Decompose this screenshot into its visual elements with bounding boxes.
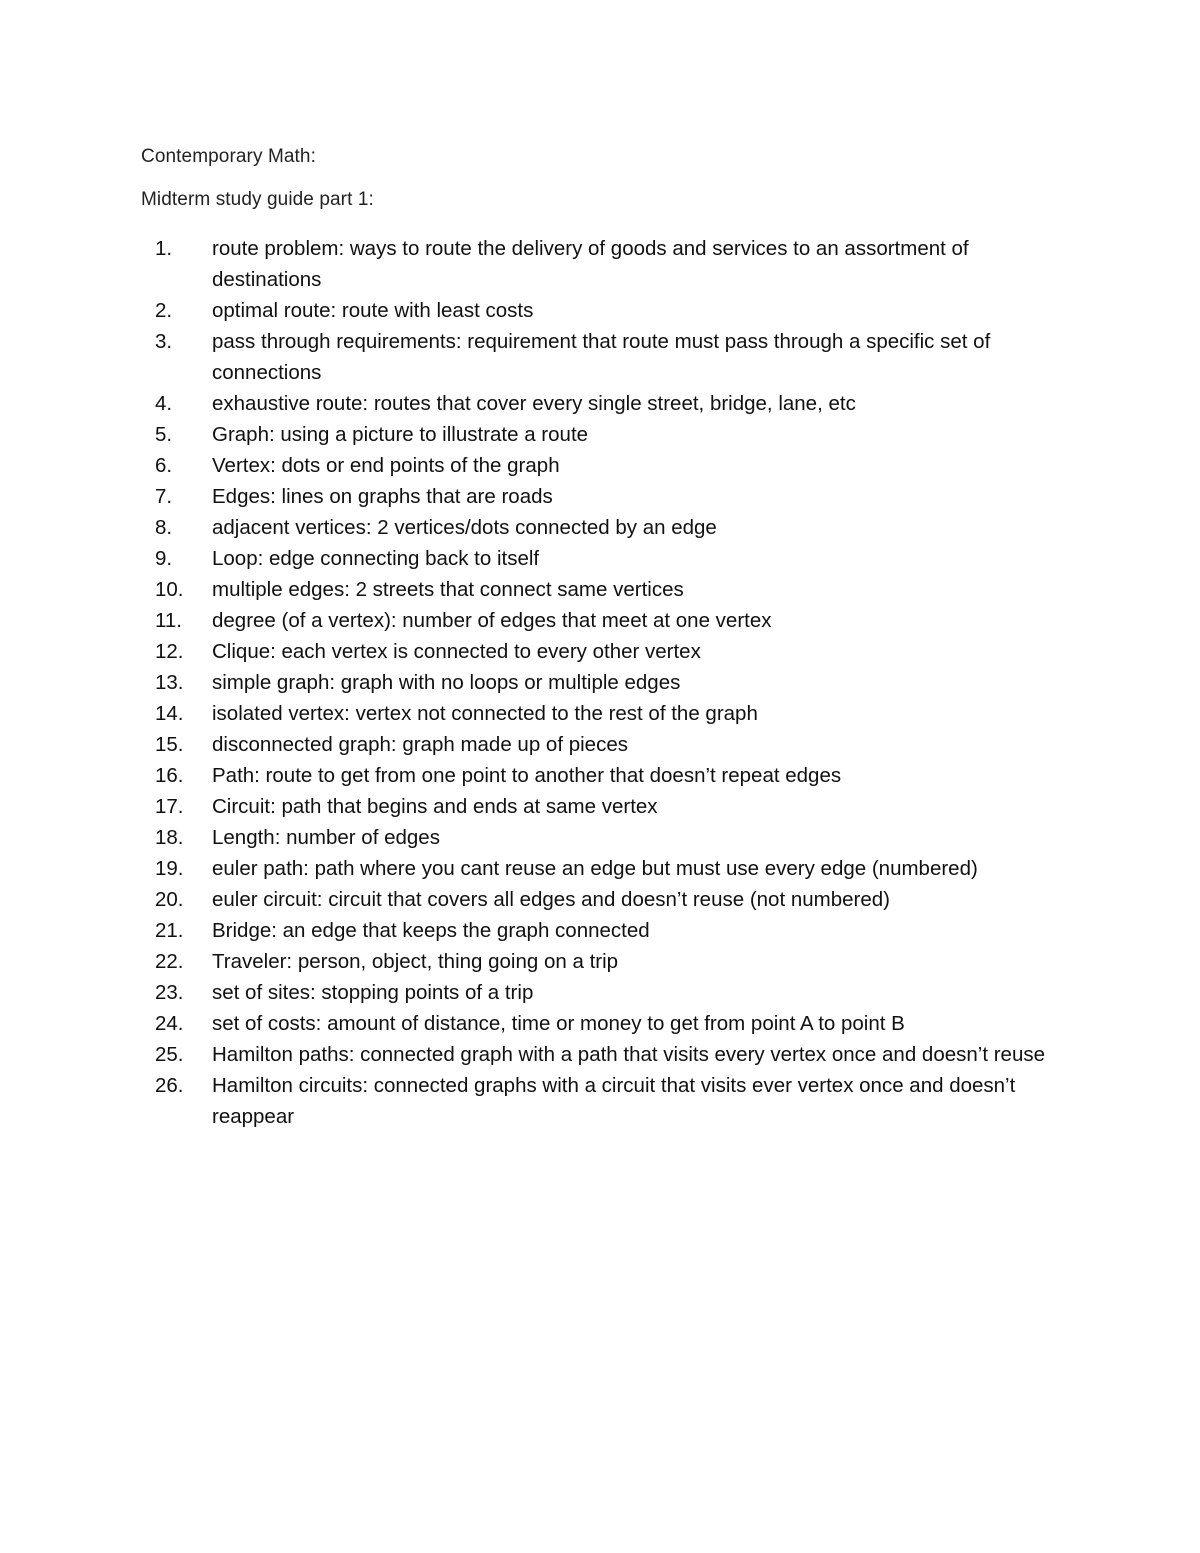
list-item [141, 791, 1051, 822]
list-item-text: multiple edges: 2 streets that connect same vertices [212, 578, 684, 601]
list-item [141, 853, 1051, 884]
list-item [141, 388, 1051, 419]
list-item-text: simple graph: graph with no loops or multiple edges [212, 671, 681, 694]
list-item-number-cell [141, 1039, 212, 1070]
list-item [141, 698, 1051, 729]
list-item-number: 5. [155, 423, 173, 446]
list-item [141, 636, 1051, 667]
list-item-text: Vertex: dots or end points of the graph [212, 454, 560, 477]
list-item-text: Clique: each vertex is connected to every other vertex [212, 640, 701, 663]
list-item-text: Bridge: an edge that keeps the graph connected [212, 919, 650, 942]
list-item-number: 12. [155, 640, 184, 663]
list-item-text: exhaustive route: routes that cover every single street, bridge, lane, etc [212, 392, 856, 415]
list-item-number: 15. [155, 733, 184, 756]
list-item-number-cell [141, 946, 212, 977]
list-item-number-cell [141, 419, 212, 450]
list-item-number: 3. [155, 330, 173, 353]
list-item-text: Hamilton circuits: connected graphs with a circuit that visits ever vertex once and doesn’t reappear [212, 1074, 1016, 1128]
list-item [141, 326, 1051, 388]
list-item-text: set of costs: amount of distance, time or money to get from point A to point B [212, 1012, 905, 1035]
list-item-number-cell [141, 884, 212, 915]
list-item-text: Edges: lines on graphs that are roads [212, 485, 553, 508]
list-item-number: 14. [155, 702, 184, 725]
list-item-number: 13. [155, 671, 184, 694]
list-item-text: degree (of a vertex): number of edges that meet at one vertex [212, 609, 772, 632]
list-item-text: Graph: using a picture to illustrate a route [212, 423, 589, 446]
list-item-number-cell [141, 1008, 212, 1039]
list-item-number: 22. [155, 950, 184, 973]
list-item-number-cell [141, 977, 212, 1008]
list-item [141, 543, 1051, 574]
list-item-number-cell [141, 605, 212, 636]
list-item [141, 1039, 1051, 1070]
list-item-number: 25. [155, 1043, 184, 1066]
list-item-number: 1. [155, 237, 173, 260]
list-item-number: 17. [155, 795, 184, 818]
list-item-number: 4. [155, 392, 173, 415]
list-item [141, 729, 1051, 760]
list-item [141, 233, 1051, 295]
list-item [141, 946, 1051, 977]
list-item-text: euler path: path where you cant reuse an edge but must use every edge (numbered) [212, 857, 978, 880]
list-item-number: 20. [155, 888, 184, 911]
list-item [141, 574, 1051, 605]
list-item-number-cell [141, 450, 212, 481]
list-item-number-cell [141, 326, 212, 388]
list-item-text: optimal route: route with least costs [212, 299, 534, 322]
definition-list [141, 233, 1051, 1132]
list-item-number-cell [141, 543, 212, 574]
list-item-number: 18. [155, 826, 184, 849]
list-item-text: set of sites: stopping points of a trip [212, 981, 534, 1004]
list-item-number: 10. [155, 578, 184, 601]
list-item-number: 6. [155, 454, 173, 477]
list-item-number: 11. [155, 609, 182, 632]
list-item-number-cell [141, 481, 212, 512]
list-item-text: adjacent vertices: 2 vertices/dots connected by an edge [212, 516, 717, 539]
list-item [141, 450, 1051, 481]
list-item-number-cell [141, 698, 212, 729]
list-item-text: Traveler: person, object, thing going on a trip [212, 950, 619, 973]
list-item-number-cell [141, 791, 212, 822]
list-item [141, 512, 1051, 543]
list-item-text: Loop: edge connecting back to itself [212, 547, 540, 570]
list-item [141, 667, 1051, 698]
list-item-number-cell [141, 636, 212, 667]
list-item-number-cell [141, 760, 212, 791]
list-item-number: 2. [155, 299, 173, 322]
list-item [141, 1008, 1051, 1039]
list-item [141, 1070, 1051, 1132]
list-item-number: 9. [155, 547, 173, 570]
list-item-text: isolated vertex: vertex not connected to the rest of the graph [212, 702, 758, 725]
list-item-number: 21. [155, 919, 184, 942]
list-item-text: Length: number of edges [212, 826, 440, 849]
list-item-number-cell [141, 388, 212, 419]
list-item [141, 481, 1051, 512]
list-item-number: 16. [155, 764, 184, 787]
list-item-text: disconnected graph: graph made up of pieces [212, 733, 628, 756]
list-item [141, 915, 1051, 946]
list-item [141, 884, 1051, 915]
list-item [141, 977, 1051, 1008]
list-item-text: pass through requirements: requirement that route must pass through a specific set of connections [212, 330, 991, 384]
list-item-text: euler circuit: circuit that covers all edges and doesn’t reuse (not numbered) [212, 888, 890, 911]
list-item-text: Path: route to get from one point to another that doesn’t repeat edges [212, 764, 842, 787]
list-item-number: 19. [155, 857, 184, 880]
list-item-number-cell [141, 512, 212, 543]
list-item-number: 8. [155, 516, 173, 539]
list-item [141, 760, 1051, 791]
list-item-text: Circuit: path that begins and ends at same vertex [212, 795, 658, 818]
list-item-text: Hamilton paths: connected graph with a path that visits every vertex once and doesn’t reuse [212, 1043, 1046, 1066]
list-item [141, 605, 1051, 636]
list-item-number: 24. [155, 1012, 184, 1035]
list-item-number: 23. [155, 981, 184, 1004]
list-item-number-cell [141, 822, 212, 853]
list-item [141, 822, 1051, 853]
list-item-number-cell [141, 667, 212, 698]
list-item-number-cell [141, 1070, 212, 1132]
list-item-number-cell [141, 729, 212, 760]
list-item-number-cell [141, 233, 212, 295]
list-item-number-cell [141, 295, 212, 326]
list-item-number: 26. [155, 1074, 184, 1097]
document-title: Contemporary Math: [141, 146, 316, 167]
list-item-number-cell [141, 853, 212, 884]
document-subtitle: Midterm study guide part 1: [141, 189, 374, 210]
list-item-text: route problem: ways to route the delivery of goods and services to an assortment of destinations [212, 237, 969, 291]
list-item-number-cell [141, 915, 212, 946]
list-item-number-cell [141, 574, 212, 605]
list-item [141, 419, 1051, 450]
list-item-number: 7. [155, 485, 173, 508]
list-item [141, 295, 1051, 326]
